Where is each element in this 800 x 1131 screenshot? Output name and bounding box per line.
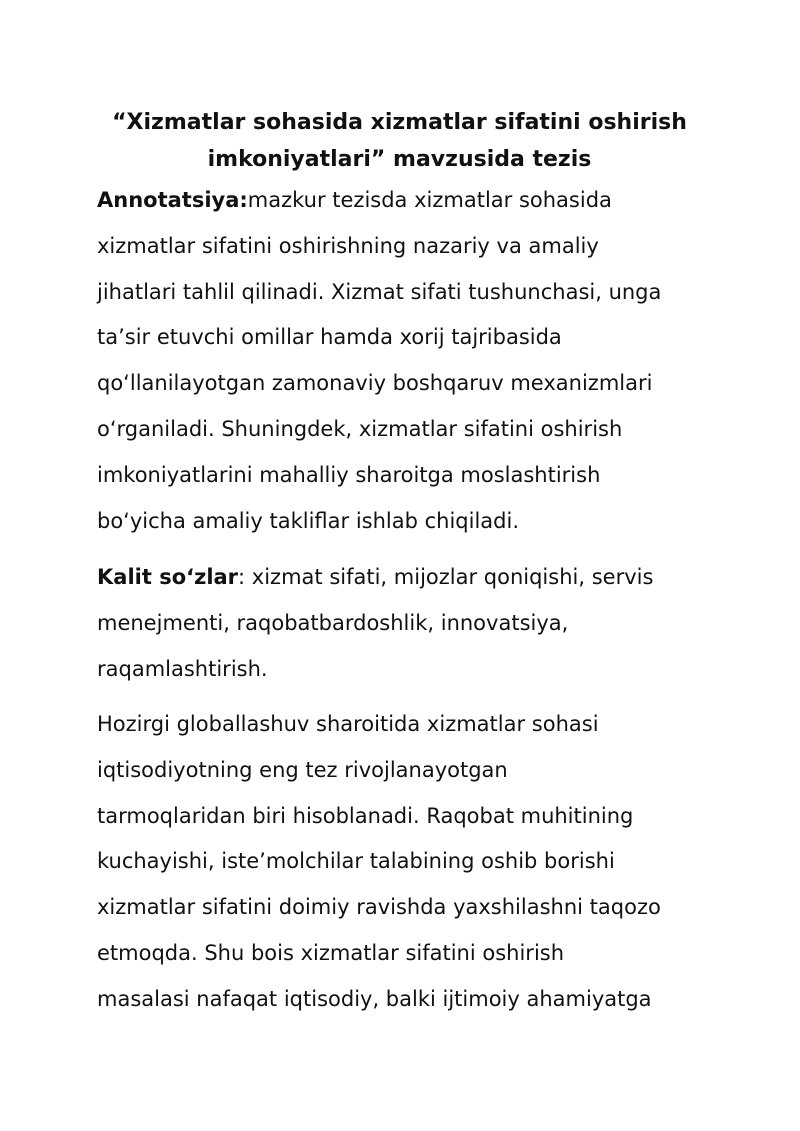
abstract-text: mazkur tezisda xizmatlar sohasida <box>247 188 612 212</box>
body-paragraph <box>97 702 712 1023</box>
body-line: etmoqda. Shu bois xizmatlar sifatini oshirish <box>97 940 565 965</box>
keywords-line: menejmenti, raqobatbardoshlik, innovatsiya, <box>97 610 569 635</box>
body-line: iqtisodiyotning eng tez rivojlanayotgan <box>97 757 508 782</box>
keywords-text: : xizmat sifati, mijozlar qoniqishi, servis <box>238 565 654 589</box>
title-line: imkoniyatlari” mavzusida tezis <box>207 147 592 172</box>
abstract-line: xizmatlar sifatini oshirishning nazariy va amaliy <box>97 233 599 258</box>
body-line: kuchayishi, iste’molchilar talabining oshib borishi <box>97 849 615 874</box>
keywords-line: raqamlashtirish. <box>97 656 268 681</box>
abstract-label: Annotatsiya: <box>97 188 248 212</box>
body-line: tarmoqlaridan biri hisoblanadi. Raqobat muhitining <box>97 803 634 828</box>
body-line: masalasi nafaqat iqtisodiy, balki ijtimoiy ahamiyatga <box>97 986 652 1011</box>
title-line: “Xizmatlar sohasida xizmatlar sifatini oshirish <box>112 110 687 135</box>
abstract-first-line <box>97 178 712 224</box>
abstract-line: bo‘yicha amaliy takliflar ishlab chiqiladi. <box>97 508 520 533</box>
body-line: Hozirgi globallashuv sharoitida xizmatlar sohasi <box>97 712 599 736</box>
abstract-line: ta’sir etuvchi omillar hamda xorij tajribasida <box>97 325 562 350</box>
keywords-first-line <box>97 555 712 601</box>
keywords-paragraph <box>97 555 712 692</box>
abstract-line: imkoniyatlarini mahalliy sharoitga moslashtirish <box>97 462 601 487</box>
abstract-line: jihatlari tahlil qilinadi. Xizmat sifati tushunchasi, unga <box>97 279 662 304</box>
keywords-label: Kalit so‘zlar <box>97 565 239 589</box>
document-title <box>97 104 702 178</box>
abstract-line: qo‘llanilayotgan zamonaviy boshqaruv mexanizmlari <box>97 371 653 396</box>
abstract-paragraph <box>97 178 712 544</box>
body-line: xizmatlar sifatini doimiy ravishda yaxshilashni taqozo <box>97 895 661 920</box>
abstract-line: o‘rganiladi. Shuningdek, xizmatlar sifatini oshirish <box>97 416 623 441</box>
